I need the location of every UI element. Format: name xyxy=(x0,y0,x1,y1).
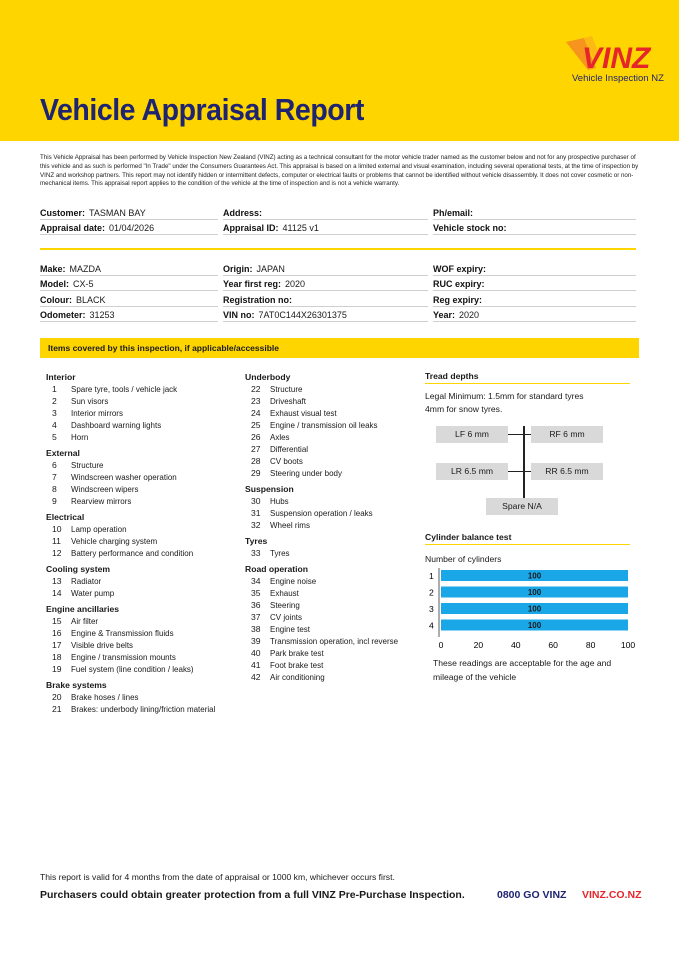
item-number: 32 xyxy=(251,520,261,530)
cylinder-label: 2 xyxy=(429,587,434,598)
year-first-reg-field: Year first reg: 2020 xyxy=(223,278,428,291)
item-label: Driveshaft xyxy=(270,396,306,406)
inspection-item xyxy=(46,651,226,663)
item-label: Fuel system (line condition / leaks) xyxy=(71,664,194,674)
item-number: 1 xyxy=(52,384,57,394)
item-label: Wheel rims xyxy=(270,520,310,530)
item-label: Sun visors xyxy=(71,396,109,406)
section-heading: Cooling system xyxy=(46,564,110,574)
inspection-item xyxy=(46,459,226,471)
customer-field: Customer: TASMAN BAY xyxy=(40,207,218,220)
item-label: Rearview mirrors xyxy=(71,496,132,506)
item-number: 20 xyxy=(52,692,62,702)
item-label: Dashboard warning lights xyxy=(71,420,162,430)
item-label: Horn xyxy=(71,432,89,442)
logo-text: VINZ xyxy=(582,42,651,75)
inspection-item xyxy=(245,419,415,431)
item-number: 40 xyxy=(251,648,261,658)
item-label: Lamp operation xyxy=(71,524,127,534)
item-label: Exhaust visual test xyxy=(270,408,337,418)
inspection-item xyxy=(245,659,415,671)
section-heading: External xyxy=(46,448,80,458)
item-number: 17 xyxy=(52,640,62,650)
item-number: 42 xyxy=(251,672,261,682)
item-number: 10 xyxy=(52,524,62,534)
section-heading: Tyres xyxy=(245,536,268,546)
item-label: Vehicle charging system xyxy=(71,536,158,546)
inspection-item xyxy=(46,495,226,507)
item-label: Structure xyxy=(71,460,104,470)
inspection-item xyxy=(245,599,415,611)
inspection-item xyxy=(245,547,415,559)
inspection-item xyxy=(46,483,226,495)
inspection-item xyxy=(245,467,415,479)
origin-field: Origin: JAPAN xyxy=(223,263,428,276)
vin-field: VIN no: 7AT0C144X26301375 xyxy=(223,309,428,322)
item-number: 13 xyxy=(52,576,62,586)
x-tick-label: 100 xyxy=(620,640,636,650)
year-field: Year: 2020 xyxy=(433,309,636,322)
inspection-item xyxy=(46,627,226,639)
x-tick-label: 60 xyxy=(548,640,558,650)
item-number: 33 xyxy=(251,548,261,558)
item-number: 14 xyxy=(52,588,62,598)
section-heading: Underbody xyxy=(245,372,291,382)
item-number: 36 xyxy=(251,600,261,610)
cylinder-count-label: Number of cylinders xyxy=(425,554,502,564)
item-label: Air filter xyxy=(71,616,99,626)
tread-lf: LF 6 mm xyxy=(436,426,508,443)
item-number: 19 xyxy=(52,664,62,674)
inspection-item xyxy=(245,671,415,683)
item-label: Windscreen wipers xyxy=(71,484,139,494)
item-label: Interior mirrors xyxy=(71,408,123,418)
inspection-item xyxy=(46,587,226,599)
item-number: 31 xyxy=(251,508,261,518)
item-number: 3 xyxy=(52,408,57,418)
item-number: 34 xyxy=(251,576,261,586)
inspection-item xyxy=(46,407,226,419)
tread-spare: Spare N/A xyxy=(486,498,558,515)
item-number: 28 xyxy=(251,456,261,466)
inspection-item xyxy=(46,663,226,675)
registration-field: Registration no: xyxy=(223,294,428,307)
cylinder-label: 4 xyxy=(429,620,434,631)
item-label: Engine & Transmission fluids xyxy=(71,628,174,638)
tread-axle-vertical xyxy=(523,426,525,498)
item-number: 8 xyxy=(52,484,57,494)
appraisal-date-field: Appraisal date: 01/04/2026 xyxy=(40,222,218,235)
item-label: Brake hoses / lines xyxy=(71,692,139,702)
tread-rr: RR 6.5 mm xyxy=(531,463,603,480)
tread-title: Tread depths xyxy=(425,371,479,381)
inspection-list-right xyxy=(245,371,415,683)
cylinder-value-label: 100 xyxy=(527,588,542,597)
item-label: Water pump xyxy=(71,588,115,598)
item-label: Engine / transmission mounts xyxy=(71,652,176,662)
item-label: Suspension operation / leaks xyxy=(270,508,373,518)
page-title: Vehicle Appraisal Report xyxy=(40,92,364,127)
inspection-item xyxy=(46,523,226,535)
stock-no-field: Vehicle stock no: xyxy=(433,222,636,235)
item-number: 30 xyxy=(251,496,261,506)
x-tick-label: 80 xyxy=(585,640,596,650)
item-label: Axles xyxy=(270,432,290,442)
item-number: 35 xyxy=(251,588,261,598)
item-label: CV boots xyxy=(270,456,303,466)
appraisal-id-field: Appraisal ID: 41125 v1 xyxy=(223,222,428,235)
item-number: 4 xyxy=(52,420,57,430)
inspection-item xyxy=(245,647,415,659)
item-label: Park brake test xyxy=(270,648,324,658)
item-number: 24 xyxy=(251,408,261,418)
inspection-item xyxy=(245,443,415,455)
tread-lr: LR 6.5 mm xyxy=(436,463,508,480)
tread-rule xyxy=(425,383,630,384)
inspection-item xyxy=(245,575,415,587)
item-number: 37 xyxy=(251,612,261,622)
item-number: 11 xyxy=(52,536,61,546)
colour-field: Colour: BLACK xyxy=(40,294,218,307)
item-number: 9 xyxy=(52,496,57,506)
item-label: Exhaust xyxy=(270,588,299,598)
cylinder-note: These readings are acceptable for the age and mileage of the vehicle xyxy=(433,658,612,682)
item-label: Differential xyxy=(270,444,309,454)
section-heading: Interior xyxy=(46,372,76,382)
items-banner: Items covered by this inspection, if applicable/accessible xyxy=(40,338,639,358)
make-field: Make: MAZDA xyxy=(40,263,218,276)
inspection-item xyxy=(46,639,226,651)
x-tick-label: 40 xyxy=(511,640,521,650)
inspection-item xyxy=(46,703,226,715)
inspection-item xyxy=(245,519,415,531)
item-label: Radiator xyxy=(71,576,102,586)
item-number: 38 xyxy=(251,624,261,634)
item-label: Spare tyre, tools / vehicle jack xyxy=(71,384,178,394)
inspection-item xyxy=(46,615,226,627)
item-number: 22 xyxy=(251,384,261,394)
item-label: Transmission operation, incl reverse xyxy=(270,636,399,646)
section-heading: Road operation xyxy=(245,564,309,574)
inspection-item xyxy=(245,635,415,647)
inspection-item xyxy=(245,455,415,467)
validity-note: This report is valid for 4 months from the date of appraisal or 1000 km, whichever occurs first. xyxy=(40,872,395,882)
item-number: 15 xyxy=(52,616,62,626)
item-label: CV joints xyxy=(270,612,302,622)
cylinder-label: 1 xyxy=(429,571,434,581)
inspection-item xyxy=(245,587,415,599)
item-number: 39 xyxy=(251,636,261,646)
item-number: 12 xyxy=(52,548,62,558)
item-label: Visible drive belts xyxy=(71,640,134,650)
inspection-list-left xyxy=(46,371,226,715)
inspection-item xyxy=(46,547,226,559)
item-label: Brakes: underbody lining/friction material xyxy=(70,704,216,714)
footer-phone: 0800 GO VINZ xyxy=(497,889,567,901)
intro-disclaimer: This Vehicle Appraisal has been performed by Vehicle Inspection New Zealand (VINZ) acting as a technical consultant for the motor vehicle trader named as the customer below and not for any prospective purchaser of this vehicle and as such is performed "In Trade" under the Consumers Guarantees Act. This appraisal is based on a limited external and visual examination, including several operational tests, at the time of inspection by VINZ and workshop partners. This report may not identify hidden or intermittent defects, computer or electrical faults or problems that cannot be identified without vehicle disassembly. It does not cover cosmetic or non-mechanical items. This appraisal report applies to the condition of the vehicle at the time of inspection and is not a vehicle warranty. xyxy=(40,154,639,188)
item-number: 18 xyxy=(52,652,62,662)
inspection-item xyxy=(46,419,226,431)
odometer-field: Odometer: 31253 xyxy=(40,309,218,322)
item-label: Windscreen washer operation xyxy=(71,472,177,482)
section-heading: Brake systems xyxy=(46,680,107,690)
inspection-item xyxy=(46,691,226,703)
footer-website: VINZ.CO.NZ xyxy=(582,889,642,901)
inspection-item xyxy=(245,495,415,507)
inspection-item xyxy=(245,395,415,407)
x-tick-label: 20 xyxy=(473,640,484,650)
ruc-expiry-field: RUC expiry: xyxy=(433,278,636,291)
inspection-item xyxy=(245,507,415,519)
inspection-item xyxy=(245,623,415,635)
section-heading: Suspension xyxy=(245,484,294,494)
inspection-item xyxy=(46,383,226,395)
item-number: 16 xyxy=(52,628,62,638)
item-label: Battery performance and condition xyxy=(71,548,194,558)
item-label: Air conditioning xyxy=(270,672,325,682)
cylinder-title: Cylinder balance test xyxy=(425,532,512,542)
item-number: 23 xyxy=(251,396,261,406)
item-label: Hubs xyxy=(270,496,289,506)
inspection-item xyxy=(245,383,415,395)
inspection-item xyxy=(46,431,226,443)
inspection-item xyxy=(46,575,226,587)
item-label: Structure xyxy=(270,384,303,394)
cylinder-label: 3 xyxy=(429,604,434,614)
cylinder-balance-chart xyxy=(418,566,638,656)
item-number: 21 xyxy=(52,704,62,714)
model-field: Model: CX-5 xyxy=(40,278,218,291)
inspection-item xyxy=(46,535,226,547)
inspection-item xyxy=(46,395,226,407)
x-tick-label: 0 xyxy=(438,640,444,650)
tread-rf: RF 6 mm xyxy=(531,426,603,443)
cylinder-rule xyxy=(425,544,630,545)
item-number: 25 xyxy=(251,420,261,430)
reg-expiry-field: Reg expiry: xyxy=(433,294,636,307)
item-label: Engine / transmission oil leaks xyxy=(270,420,378,430)
logo-subtitle: Vehicle Inspection NZ xyxy=(572,73,664,84)
inspection-item xyxy=(46,471,226,483)
cylinder-value-label: 100 xyxy=(527,571,542,581)
item-number: 5 xyxy=(52,432,57,442)
inspection-item xyxy=(245,431,415,443)
section-heading: Engine ancillaries xyxy=(46,604,120,614)
cylinder-value-label: 100 xyxy=(527,604,542,614)
section-divider xyxy=(40,248,636,250)
item-label: Steering xyxy=(270,600,300,610)
item-number: 26 xyxy=(251,432,261,442)
address-field: Address: xyxy=(223,207,428,220)
item-label: Foot brake test xyxy=(270,660,324,670)
wof-expiry-field: WOF expiry: xyxy=(433,263,636,276)
inspection-item xyxy=(245,611,415,623)
item-number: 6 xyxy=(52,460,57,470)
protection-note: Purchasers could obtain greater protection from a full VINZ Pre-Purchase Inspection. xyxy=(40,889,465,901)
section-heading: Electrical xyxy=(46,512,85,522)
item-number: 29 xyxy=(251,468,261,478)
item-label: Engine noise xyxy=(270,576,317,586)
item-label: Engine test xyxy=(270,624,310,634)
cylinder-value-label: 100 xyxy=(527,621,542,630)
item-number: 7 xyxy=(52,472,57,482)
item-label: Tyres xyxy=(270,548,290,558)
phone-email-field: Ph/email: xyxy=(433,207,636,220)
inspection-item xyxy=(245,407,415,419)
item-label: Steering under body xyxy=(270,468,342,478)
item-number: 41 xyxy=(251,660,261,670)
item-number: 27 xyxy=(251,444,261,454)
item-number: 2 xyxy=(52,396,57,406)
tread-legal-note: Legal Minimum: 1.5mm for standard tyres 4mm for snow tyres. xyxy=(425,391,584,414)
